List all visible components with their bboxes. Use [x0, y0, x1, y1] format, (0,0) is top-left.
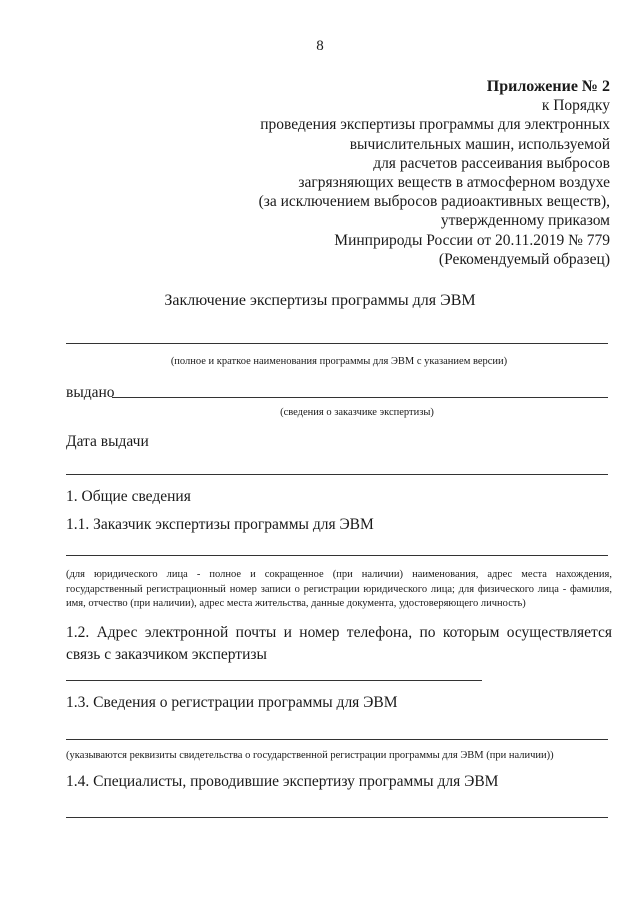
- appendix-line: загрязняющих веществ в атмосферном воздухе: [298, 174, 610, 192]
- issued-label: выдано: [66, 384, 115, 401]
- contact-line[interactable]: [66, 680, 482, 681]
- customer-line[interactable]: [66, 555, 608, 556]
- section-specialists-heading: 1.4. Специалисты, проводившие экспертизу программы для ЭВМ: [66, 773, 499, 790]
- appendix-line: к Порядку: [541, 97, 610, 115]
- program-name-caption: (полное и краткое наименования программы для ЭВМ с указанием версии): [170, 356, 508, 367]
- appendix-line: утвержденному приказом: [440, 212, 610, 230]
- issued-line[interactable]: [112, 397, 608, 398]
- appendix-line: вычислительных машин, используемой: [349, 135, 610, 153]
- issued-caption: (сведения о заказчике экспертизы): [280, 407, 434, 418]
- document-title: Заключение экспертизы программы для ЭВМ: [164, 292, 476, 309]
- section-general-heading: 1. Общие сведения: [66, 488, 191, 505]
- registration-line[interactable]: [66, 739, 608, 740]
- appendix-line: проведения экспертизы программы для электронных: [260, 116, 610, 134]
- appendix-header: [259, 77, 610, 269]
- issue-date-label: Дата выдачи: [66, 433, 149, 450]
- registration-caption: (указываются реквизиты свидетельства о государственной регистрации программы для ЭВМ (при наличии)): [66, 750, 554, 761]
- appendix-line: (Рекомендуемый образец): [438, 250, 610, 268]
- appendix-line: для расчетов рассеивания выбросов: [373, 154, 610, 172]
- appendix-line: (за исключением выбросов радиоактивных веществ),: [258, 193, 610, 211]
- program-name-line[interactable]: [66, 343, 608, 344]
- appendix-title: Приложение № 2: [486, 78, 610, 95]
- appendix-line: Минприроды России от 20.11.2019 № 779: [334, 231, 610, 249]
- page-number: 8: [316, 38, 324, 54]
- customer-caption: (для юридического лица - полное и сокращенное (при наличии) наименования, адрес места нахождения, государственный регистрационный номер записи о регистрации юридического лица; для физического лица - фамилия, имя, отчество (при наличии), адрес места жительства, данные документа, удостоверяющего личность): [66, 569, 612, 609]
- issue-date-line[interactable]: [66, 474, 608, 475]
- section-customer-heading: 1.1. Заказчик экспертизы программы для ЭВМ: [66, 516, 374, 533]
- section-registration-heading: 1.3. Сведения о регистрации программы для ЭВМ: [66, 694, 398, 711]
- section-contact-heading: 1.2. Адрес электронной почты и номер телефона, по которым осуществляется связь с заказчиком экспертизы: [66, 624, 612, 663]
- specialists-line[interactable]: [66, 817, 608, 818]
